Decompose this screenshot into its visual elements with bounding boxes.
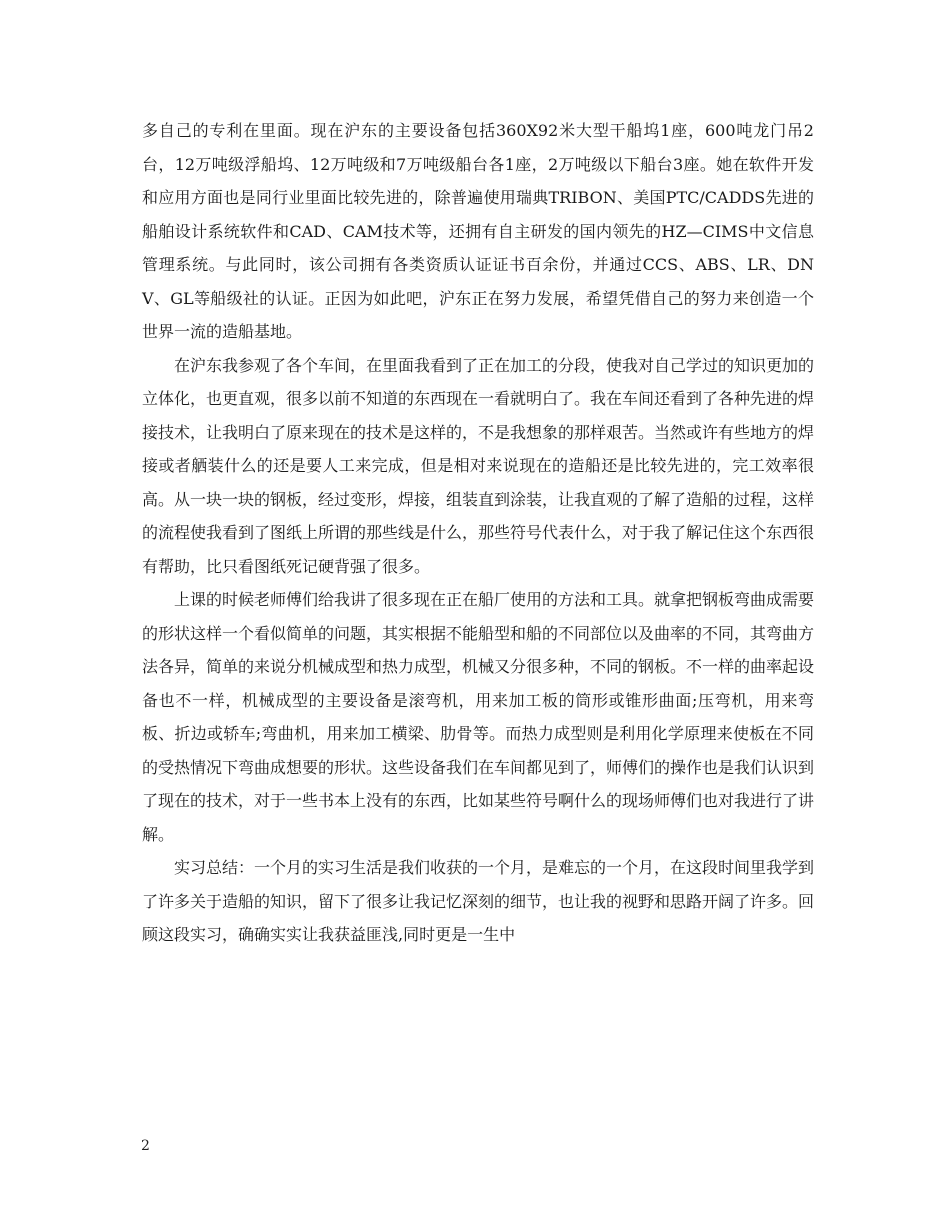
page-number: 2 bbox=[141, 1138, 150, 1154]
paragraph-1: 多自己的专利在里面。现在沪东的主要设备包括360X92米大型干船坞1座，600吨龙门吊2台，12万吨级浮船坞、12万吨级和7万吨级船台各1座，2万吨级以下船台3座。她在软件开发和应用方面也是同行业里面比较先进的，除普遍使用瑞典TRIBON、美国PTC/CADDS先进的船舶设计系统软件和CAD、CAM技术等，还拥有自主研发的国内领先的HZ—CIMS中文信息管理系统。与此同时，该公司拥有各类资质认证证书百余份，并通过CCS、ABS、LR、DNV、GL等船级社的认证。正因为如此吧，沪东正在努力发展，希望凭借自己的努力来创造一个世界一流的造船基地。 bbox=[142, 121, 814, 341]
paragraph-4: 实习总结：一个月的实习生活是我们收获的一个月，是难忘的一个月，在这段时间里我学到了许多关于造船的知识，留下了很多让我记忆深刻的细节，也让我的视野和思路开阔了许多。回顾这段实习，确确实实让我获益匪浅,同时更是一生中 bbox=[142, 858, 815, 944]
paragraph-3: 上课的时候老师傅们给我讲了很多现在正在船厂使用的方法和工具。就拿把钢板弯曲成需要的形状这样一个看似简单的问题，其实根据不能船型和船的不同部位以及曲率的不同，其弯曲方法各异，简单的来说分机械成型和热力成型，机械又分很多种，不同的钢板。不一样的曲率起设备也不一样，机械成型的主要设备是滚弯机，用来加工板的筒形或锥形曲面;压弯机，用来弯板、折边或轿车;弯曲机，用来加工横梁、肋骨等。而热力成型则是利用化学原理来使板在不同的受热情况下弯曲成想要的形状。这些设备我们在车间都见到了，师傅们的操作也是我们认识到了现在的技术，对于一些书本上没有的东西，比如某些符号啊什么的现场师傅们也对我进行了讲解。 bbox=[142, 590, 815, 844]
paragraph-2: 在沪东我参观了各个车间，在里面我看到了正在加工的分段，使我对自己学过的知识更加的立体化，也更直观，很多以前不知道的东西现在一看就明白了。我在车间还看到了各种先进的焊接技术，让我明白了原来现在的技术是这样的，不是我想象的那样艰苦。当然或许有些地方的焊接或者舾装什么的还是要人工来完成，但是相对来说现在的造船还是比较先进的，完工效率很高。从一块一块的钢板，经过变形，焊接，组装直到涂装，让我直观的了解了造船的过程，这样的流程使我看到了图纸上所谓的那些线是什么，那些符号代表什么，对于我了解记住这个东西很有帮助，比只看图纸死记硬背强了很多。 bbox=[142, 355, 815, 576]
document-body bbox=[142, 114, 814, 952]
